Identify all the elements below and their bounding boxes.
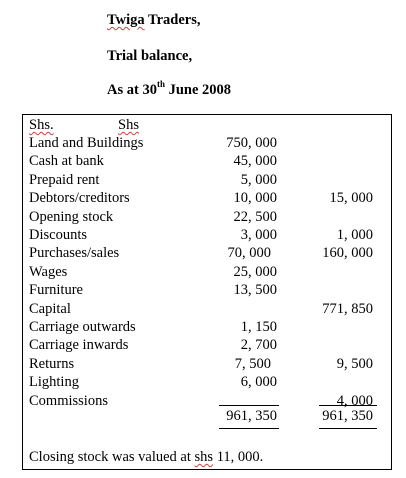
debit-amount: 3, 000: [240, 227, 277, 243]
debit-total-rule-bottom: [219, 428, 279, 429]
credit-total-rule-bottom: [319, 428, 377, 429]
table-row: [23, 208, 391, 227]
table-row: [23, 318, 391, 337]
debit-amount: 70, 000: [227, 245, 271, 262]
column-header-row: [23, 116, 391, 135]
debit-amount: 10, 000: [233, 190, 277, 207]
account-name: Wages: [29, 263, 68, 280]
company-name-rest: Traders,: [144, 12, 201, 28]
company-name: [107, 11, 200, 29]
company-name-first-word: Twiga: [107, 12, 145, 28]
date-prefix: As at 30: [107, 82, 157, 98]
debit-amount: 1, 150: [240, 319, 277, 335]
account-name: Opening stock: [29, 208, 114, 225]
total-credit: 961, 350: [322, 408, 373, 424]
date-ordinal-suffix: th: [156, 79, 165, 90]
closing-stock-note: [29, 448, 263, 467]
document-title: Trial balance,: [107, 48, 193, 64]
debit-amount: 25, 000: [233, 263, 277, 280]
table-row: [23, 373, 391, 392]
table-row: [23, 171, 391, 190]
account-name: Carriage outwards: [29, 319, 136, 335]
debit-amount: 22, 500: [233, 208, 277, 225]
table-row: [23, 336, 391, 355]
credit-amount: 4, 000: [336, 392, 373, 409]
debit-amount: 7, 500: [234, 355, 271, 372]
debit-amount: 750, 000: [226, 135, 277, 151]
table-row: [23, 355, 391, 374]
credit-amount: 1, 000: [336, 227, 373, 243]
table-row: [23, 244, 391, 263]
account-name: Carriage inwards: [29, 337, 129, 354]
account-name: Discounts: [29, 227, 87, 243]
account-name: Commissions: [29, 392, 108, 409]
account-name: Cash at bank: [29, 153, 104, 170]
credit-amount: 771, 850: [322, 300, 373, 317]
table-row: [23, 226, 391, 245]
account-name: Prepaid rent: [29, 171, 100, 188]
account-name: Capital: [29, 300, 71, 317]
document-date: [107, 81, 231, 99]
credit-total-rule-top: [319, 405, 377, 406]
account-name: Land and Buildings: [29, 135, 144, 151]
debit-amount: 13, 500: [233, 282, 277, 299]
table-row: [23, 300, 391, 319]
date-suffix: June 2008: [164, 82, 232, 98]
credit-amount: 160, 000: [322, 245, 373, 262]
account-name: Returns: [29, 355, 75, 372]
note-prefix: Closing stock was valued at: [29, 449, 195, 465]
account-name: Debtors/creditors: [29, 190, 130, 207]
account-name: Furniture: [29, 282, 83, 299]
table-row: [23, 281, 391, 300]
debit-amount: 45, 000: [233, 153, 277, 170]
table-row: [23, 134, 391, 153]
debit-amount: 2, 700: [240, 337, 277, 354]
debit-total-rule-top: [219, 405, 279, 406]
column-header-shs-2: Shs: [118, 117, 139, 133]
credit-amount: 15, 000: [329, 190, 373, 207]
note-currency: shs: [194, 449, 214, 465]
account-name: Lighting: [29, 374, 79, 391]
totals-row: [23, 407, 391, 426]
debit-amount: 5, 000: [240, 171, 277, 188]
account-name: Purchases/sales: [29, 245, 120, 262]
note-suffix: 11, 000.: [213, 449, 264, 465]
credit-amount: 9, 500: [336, 355, 373, 372]
table-row: [23, 152, 391, 171]
table-row: [23, 189, 391, 208]
column-header-shs-1: Shs.: [29, 117, 54, 133]
table-row: [23, 263, 391, 282]
trial-balance-table: [22, 114, 392, 470]
total-debit: 961, 350: [226, 408, 277, 424]
debit-amount: 6, 000: [240, 374, 277, 391]
